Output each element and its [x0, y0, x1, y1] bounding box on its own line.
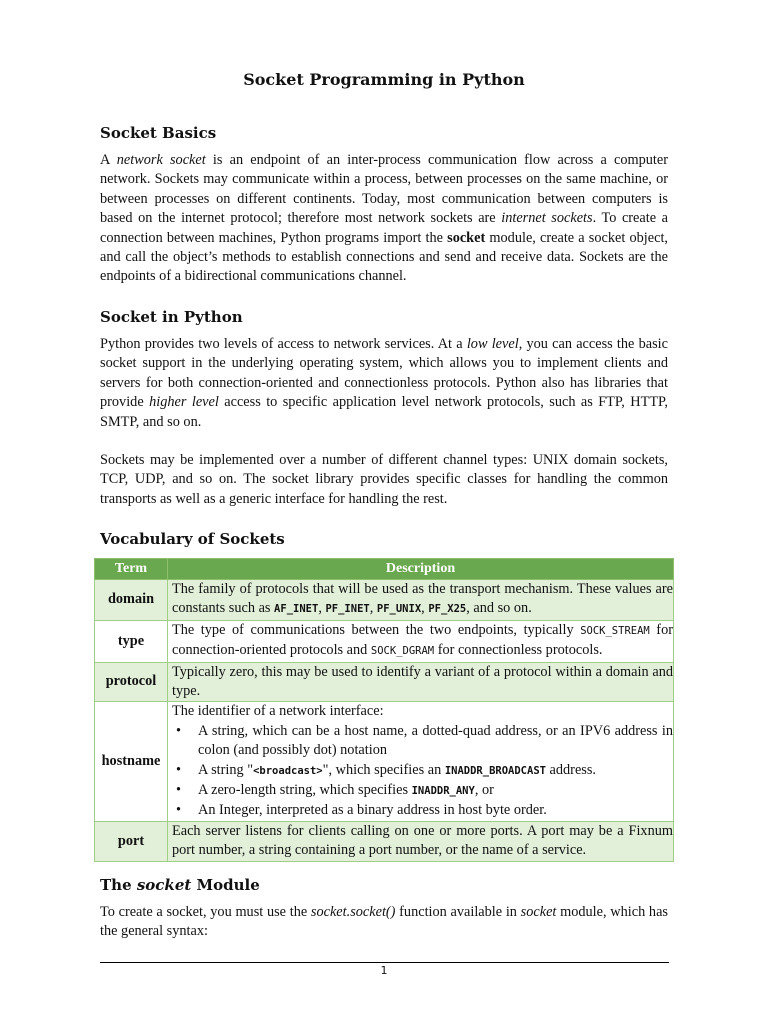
- term-cell: hostname: [95, 702, 168, 821]
- text-run: for connectionless protocols.: [434, 642, 603, 659]
- bullet-icon: •: [176, 802, 182, 819]
- text-run: address.: [545, 761, 596, 778]
- text-run: , or: [474, 782, 494, 799]
- text-run: The: [100, 876, 137, 894]
- text-run: A: [100, 152, 117, 168]
- text-run: is an endpoint of an inter-process communication flow across a computer network. Sockets may communicate within a process, between processes on the same machine, or between processes on different continents. Today, most communication between computers is based on the internet protocol; therefore most network sockets are: [100, 152, 668, 227]
- emphasis-internet-sockets: internet sockets: [501, 210, 593, 227]
- paragraph-channel-types: Sockets may be implemented over a number of different channel types: UNIX domain sockets, TCP, UDP, and so on. The socket library provides specific classes for handling the common transports as well as a generic interface for handling the rest.: [100, 452, 668, 507]
- term-cell: domain: [95, 580, 168, 621]
- code-af-inet: AF_INET: [274, 603, 319, 616]
- description-cell: Each server listens for clients calling on one or more ports. A port may be a Fixnum port number, a string containing a port number, or the name of a service.: [168, 821, 674, 861]
- text-run: Module: [191, 876, 260, 894]
- list-item: [172, 761, 673, 781]
- text-run: for connection-oriented protocols and: [172, 621, 673, 659]
- emphasis-low-level: low level: [466, 336, 519, 352]
- emphasis-socket-function: socket.socket(): [310, 904, 396, 920]
- text-run: A string ": [198, 761, 254, 778]
- text-run: function available in: [395, 904, 521, 920]
- hostname-intro: The identifier of a network interface:: [172, 703, 384, 720]
- bold-socket: socket: [447, 229, 486, 246]
- text-run: . To create a connection between machines, Python programs import the: [100, 210, 668, 246]
- text-run: module, create a socket object, and call the object’s methods to establish connections and send and receive data. Sockets are the endpoints of a bidirectional communications channel.: [100, 229, 668, 285]
- code-pf-x25: PF_X25: [428, 603, 467, 616]
- text-run: To create a socket, you must use the: [100, 904, 311, 920]
- description-cell: Typically zero, this may be used to identify a variant of a protocol within a domain and type.: [168, 662, 674, 702]
- list-item: [172, 781, 673, 801]
- text-run: Python provides two levels of access to network services. At a: [100, 336, 467, 352]
- bullet-icon: •: [176, 782, 182, 799]
- section-heading-vocab: Vocabulary of Sockets: [100, 530, 285, 548]
- text-run: ", which specifies an: [322, 761, 445, 778]
- term-cell: protocol: [95, 662, 168, 702]
- paragraph-python-levels: [100, 335, 668, 432]
- text-run: ,: [318, 600, 326, 617]
- text-run: The family of protocols that will be used as the transport mechanism. These values are constants such as: [172, 581, 673, 617]
- text-run: module, which has the general syntax:: [100, 904, 668, 940]
- table-row-type: [95, 620, 674, 662]
- text-run: ,: [421, 600, 429, 617]
- text-run: A string, which can be a host name, a dotted-quad address, or an IPV6 address in colon (and possibly dot) notation: [198, 722, 673, 759]
- term-cell: type: [95, 620, 168, 662]
- table-row-protocol: [95, 662, 674, 702]
- footer-rule: [100, 962, 669, 963]
- list-item: [172, 722, 673, 761]
- list-item: [172, 801, 673, 820]
- description-cell: [168, 580, 674, 621]
- text-run: The type of communications between the two endpoints, typically: [172, 621, 581, 638]
- text-run: A zero-length string, which specifies: [198, 782, 412, 799]
- table-row-port: [95, 821, 674, 861]
- bullet-list: [172, 722, 673, 821]
- text-run: , and so on.: [466, 600, 532, 617]
- text-run: , you can access the basic socket support in the underlying operating system, which allows you to implement clients and servers for both connection-oriented and connectionless protocols. Python also has libraries that provide: [100, 336, 668, 411]
- code-pf-inet: PF_INET: [325, 603, 370, 616]
- code-broadcast: <broadcast>: [253, 764, 323, 777]
- description-cell: [168, 702, 674, 821]
- column-header-description: Description: [168, 559, 674, 580]
- emphasis-higher-level: higher level: [149, 394, 219, 411]
- page-number: 1: [380, 964, 388, 977]
- emphasis-socket: socket: [136, 876, 192, 894]
- text-run: access to specific application level network protocols, such as FTP, HTTP, SMTP, and so on.: [100, 394, 668, 430]
- section-heading-python: Socket in Python: [100, 308, 243, 326]
- page-title: Socket Programming in Python: [243, 70, 525, 89]
- text-run: ,: [369, 600, 377, 617]
- bullet-icon: •: [176, 761, 182, 778]
- code-sock-dgram: SOCK_DGRAM: [370, 645, 435, 658]
- table-row-hostname: [95, 702, 674, 821]
- section-heading-basics: Socket Basics: [100, 124, 217, 142]
- paragraph-module: [100, 903, 668, 942]
- paragraph-basics: [100, 151, 668, 287]
- table-header-row: [95, 559, 674, 580]
- bullet-icon: •: [176, 722, 182, 739]
- code-inaddr-broadcast: INADDR_BROADCAST: [444, 764, 546, 777]
- code-sock-stream: SOCK_STREAM: [580, 624, 650, 637]
- description-cell: [168, 620, 674, 662]
- code-pf-unix: PF_UNIX: [376, 603, 422, 616]
- term-cell: port: [95, 821, 168, 861]
- code-inaddr-any: INADDR_ANY: [411, 785, 475, 798]
- emphasis-socket-module: socket: [520, 904, 557, 920]
- text-run: An Integer, interpreted as a binary address in host byte order.: [198, 802, 547, 819]
- vocabulary-table: [94, 558, 674, 862]
- section-heading-module: [100, 875, 260, 895]
- emphasis-network-socket: network socket: [116, 152, 206, 168]
- column-header-term: Term: [95, 559, 168, 580]
- table-row-domain: [95, 580, 674, 621]
